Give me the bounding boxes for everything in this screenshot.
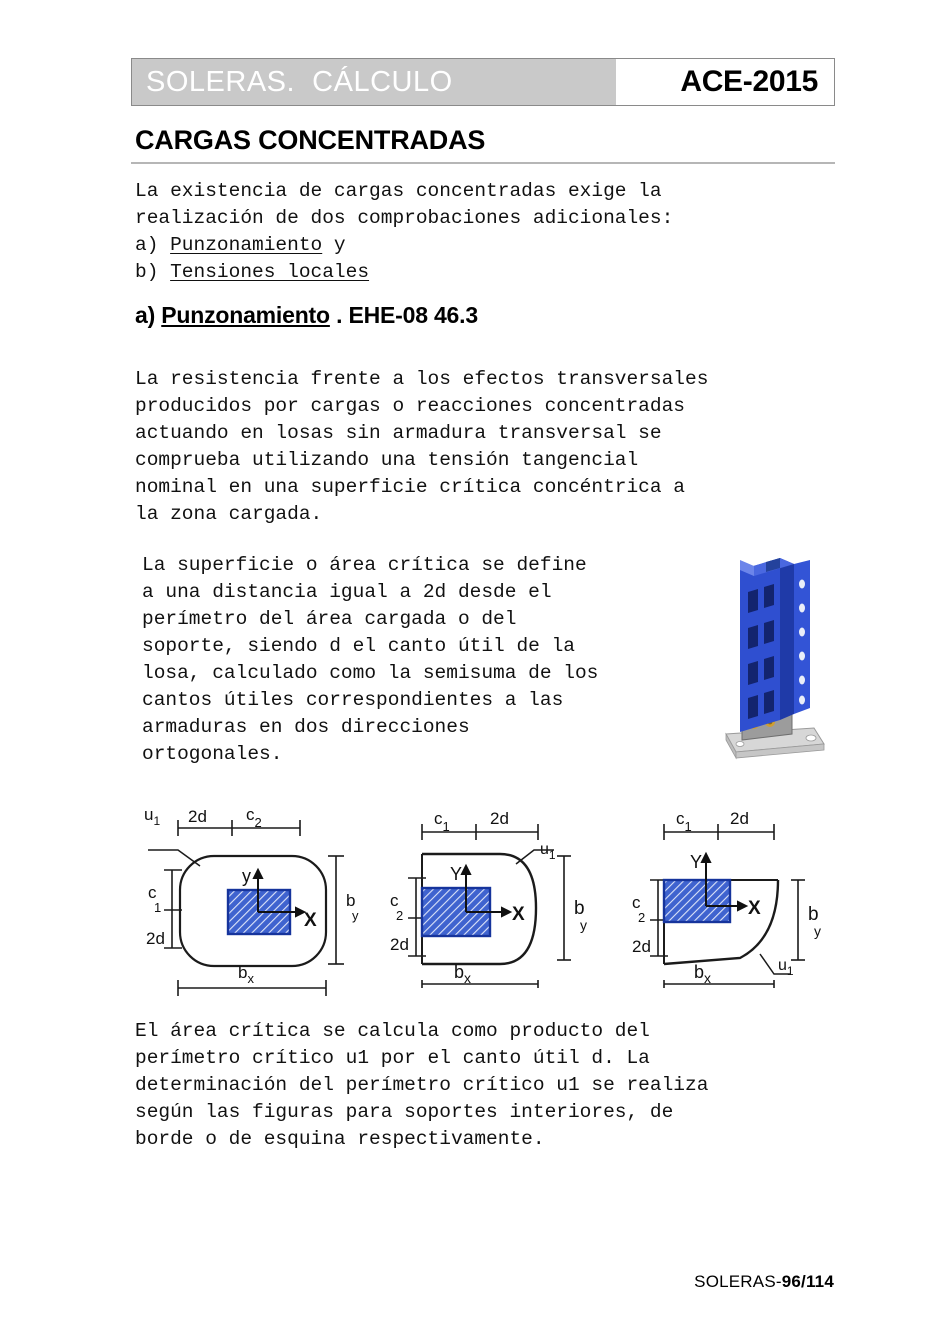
intro-line-1: La existencia de cargas concentradas exige la bbox=[135, 180, 662, 202]
page-title: CARGAS CONCENTRADAS bbox=[135, 125, 486, 155]
header-course-code: ACE-2015 bbox=[680, 65, 818, 98]
section-heading-marker: a) bbox=[135, 302, 162, 328]
fig3-axis-y: Y bbox=[690, 852, 703, 872]
area-critica-line-5: losa, calculado como la semisuma de los bbox=[142, 662, 599, 684]
resistencia-line-1: La resistencia frente a los efectos transversales bbox=[135, 368, 709, 390]
intro-line-2: realización de dos comprobaciones adicionales: bbox=[135, 207, 674, 229]
intro-paragraph bbox=[135, 178, 835, 286]
fig3-label-2d-top: 2d bbox=[730, 809, 749, 828]
fig2-label-bx: $b_x$ bbox=[454, 962, 472, 986]
header-subject-cell bbox=[132, 59, 616, 105]
list-item-b-link[interactable]: Tensiones locales bbox=[170, 261, 370, 283]
punching-shear-figures bbox=[140, 798, 840, 1003]
fig3-label-u1: $u_1$ bbox=[778, 957, 794, 978]
page-footer bbox=[694, 1272, 834, 1292]
area-critica-line-1: La superficie o área crítica se define bbox=[142, 554, 587, 576]
area-critica-line-3: perímetro del área cargada o del bbox=[142, 608, 517, 630]
bottom-line-1: El área crítica se calcula como producto del bbox=[135, 1020, 650, 1042]
upright-post-icon bbox=[740, 558, 810, 732]
list-item-a bbox=[135, 232, 835, 259]
section-heading-punzonamiento bbox=[135, 302, 478, 329]
list-item-b-marker: b) bbox=[135, 261, 171, 283]
footer-page-number: 96/114 bbox=[781, 1272, 834, 1291]
fig1-label-c2: $c_2$ bbox=[246, 805, 262, 830]
area-critica-line-6: cantos útiles correspondientes a las bbox=[142, 689, 564, 711]
section-heading-term: Punzonamiento bbox=[161, 302, 330, 328]
figure-soporte-interior bbox=[140, 798, 368, 1003]
resistencia-line-6: la zona cargada. bbox=[135, 503, 323, 525]
header-code-cell bbox=[616, 59, 834, 105]
fig1-label-bx: $b_x$ bbox=[238, 963, 254, 986]
figure-soporte-de-esquina bbox=[630, 798, 840, 1003]
fig2-label-2d-top: 2d bbox=[490, 809, 509, 828]
list-item-a-link[interactable]: Punzonamiento bbox=[170, 234, 323, 256]
resistencia-line-2: producidos por cargas o reacciones concentradas bbox=[135, 395, 685, 417]
fig2-label-u1: $u_1$ bbox=[540, 841, 556, 862]
header-subject-title: SOLERAS. CÁLCULO bbox=[146, 65, 453, 98]
document-header bbox=[131, 58, 835, 106]
fig1-label-2d-left: 2d bbox=[146, 929, 165, 948]
bottom-line-2: perímetro crítico u1 por el canto útil d. La bbox=[135, 1047, 650, 1069]
title-divider bbox=[131, 162, 835, 164]
fig3-axis-x: X bbox=[748, 898, 761, 919]
area-critica-line-8: ortogonales. bbox=[142, 743, 283, 765]
fig2-axis-y: Y bbox=[450, 864, 463, 884]
area-critica-paragraph bbox=[142, 552, 707, 768]
fig2-label-by: b y bbox=[574, 898, 587, 933]
footer-label: SOLERAS- bbox=[694, 1272, 782, 1291]
fig1-label-u1: $u_1$ bbox=[144, 805, 161, 828]
fig2-label-2d-left: 2d bbox=[390, 935, 409, 954]
section-heading-reference: . EHE-08 46.3 bbox=[329, 302, 478, 328]
fig1-axis-x: X bbox=[304, 910, 317, 931]
resistencia-paragraph bbox=[135, 366, 835, 528]
loaded-area bbox=[664, 880, 730, 922]
fig1-label-c1: c 1 bbox=[148, 883, 162, 915]
fig1-axis-y: y bbox=[242, 866, 251, 886]
figure-soporte-de-borde bbox=[388, 798, 610, 1003]
fig3-label-c1: $c_1$ bbox=[676, 809, 692, 834]
area-critica-line-4: soporte, siendo d el canto útil de la bbox=[142, 635, 575, 657]
fig2-label-c1: $c_1$ bbox=[434, 809, 450, 834]
area-calculo-paragraph bbox=[135, 1018, 835, 1153]
fig2-axis-x: X bbox=[512, 904, 525, 925]
area-critica-line-7: armaduras en dos direcciones bbox=[142, 716, 470, 738]
list-item-a-marker: a) bbox=[135, 234, 171, 256]
rack-upright-photo bbox=[718, 548, 830, 766]
fig3-label-bx: $b_x$ bbox=[694, 962, 712, 986]
fig1-label-by: b y bbox=[346, 891, 359, 923]
resistencia-line-5: nominal en una superficie crítica concéntrica a bbox=[135, 476, 685, 498]
list-item-a-suffix: y bbox=[322, 234, 346, 256]
area-critica-line-2: a una distancia igual a 2d desde el bbox=[142, 581, 552, 603]
fig3-label-2d-left: 2d bbox=[632, 937, 651, 956]
fig3-label-c2: c 2 bbox=[632, 893, 646, 925]
list-item-b bbox=[135, 259, 835, 286]
resistencia-line-4: comprueba utilizando una tensión tangencial bbox=[135, 449, 639, 471]
resistencia-line-3: actuando en losas sin armadura transversal se bbox=[135, 422, 662, 444]
fig3-label-by: b y bbox=[808, 904, 821, 939]
bottom-line-3: determinación del perímetro crítico u1 se realiza bbox=[135, 1074, 709, 1096]
fig1-label-2d-top: 2d bbox=[188, 807, 207, 826]
bottom-line-5: borde o de esquina respectivamente. bbox=[135, 1128, 545, 1150]
bottom-line-4: según las figuras para soportes interiores, de bbox=[135, 1101, 674, 1123]
fig2-label-c2: c 2 bbox=[390, 891, 404, 923]
